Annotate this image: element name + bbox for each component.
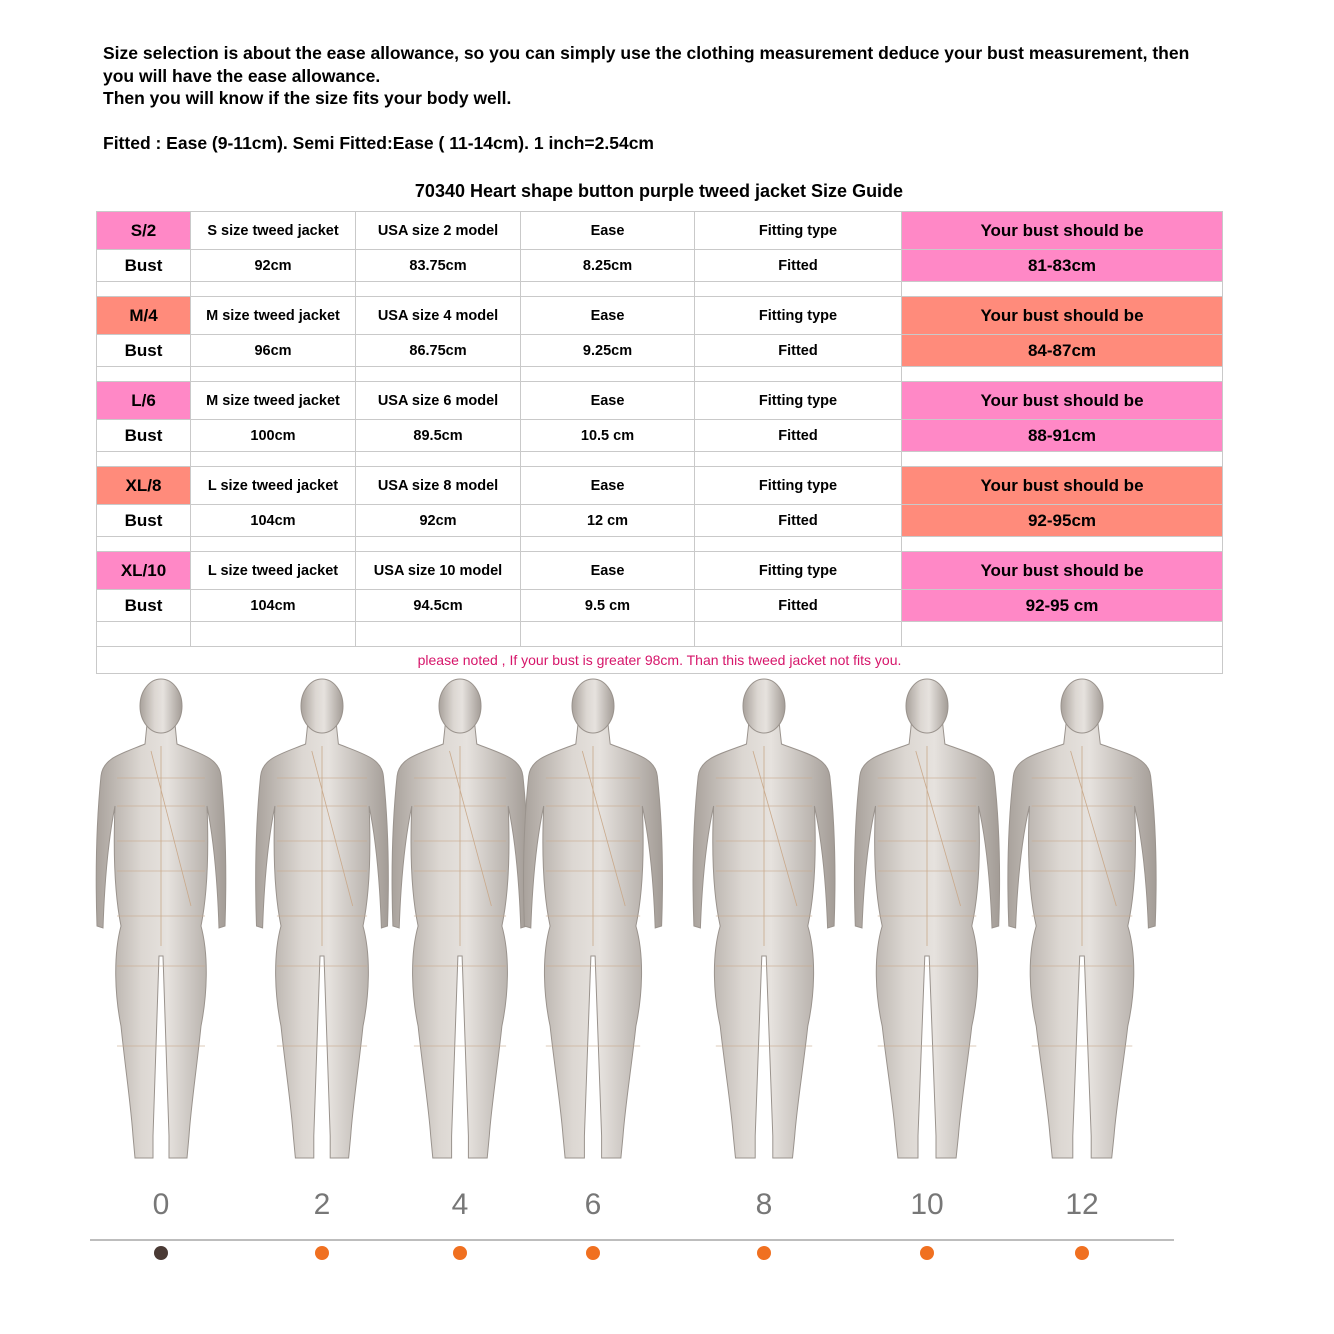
bust-range-value: 84-87cm [902, 335, 1223, 367]
ease-value: 9.5 cm [521, 590, 695, 622]
size-header-row [97, 297, 1223, 335]
fit-warning-note: please noted , If your bust is greater 98cm. Than this tweed jacket not fits you. [97, 647, 1223, 674]
size-guide-title: 70340 Heart shape button purple tweed jacket Size Guide [414, 181, 904, 201]
jacket-bust-value: 104cm [191, 590, 356, 622]
spacer-row [97, 537, 1223, 552]
fitting-type-label: Fitting type [695, 212, 902, 250]
fitting-type-value: Fitted [695, 505, 902, 537]
spacer-cell [695, 282, 902, 297]
spacer-cell [97, 537, 191, 552]
spacer-cell [191, 537, 356, 552]
size-value-row [97, 505, 1223, 537]
size-dot[interactable] [1075, 1246, 1089, 1260]
model-size-label: USA size 10 model [356, 552, 521, 590]
spacer-cell [356, 452, 521, 467]
size-number-label: 6 [584, 1188, 602, 1221]
size-label: XL/8 [97, 467, 191, 505]
bust-range-value: 88-91cm [902, 420, 1223, 452]
spacer-cell [902, 452, 1223, 467]
jacket-size-label: L size tweed jacket [191, 467, 356, 505]
size-number-label: 2 [313, 1188, 331, 1221]
spacer-cell [356, 537, 521, 552]
body-figure [854, 679, 999, 1260]
bust-label: Bust [97, 335, 191, 367]
jacket-size-label: M size tweed jacket [191, 382, 356, 420]
spacer-cell [902, 622, 1223, 647]
fitting-type-value: Fitted [695, 420, 902, 452]
size-number-label: 12 [1065, 1188, 1099, 1221]
model-bust-value: 86.75cm [356, 335, 521, 367]
bust-range-value: 92-95 cm [902, 590, 1223, 622]
spacer-cell [902, 282, 1223, 297]
spacer-cell [695, 622, 902, 647]
bust-label: Bust [97, 505, 191, 537]
bust-range-value: 81-83cm [902, 250, 1223, 282]
ease-value: 10.5 cm [521, 420, 695, 452]
spacer-cell [695, 537, 902, 552]
bust-label: Bust [97, 420, 191, 452]
fitting-type-label: Fitting type [695, 552, 902, 590]
model-bust-value: 92cm [356, 505, 521, 537]
intro-line-3: Fitted : Ease (9-11cm). Semi Fitted:Ease ( 11-14cm). 1 inch=2.54cm [103, 133, 654, 153]
spacer-cell [97, 282, 191, 297]
model-size-label: USA size 4 model [356, 297, 521, 335]
spacer-row [97, 622, 1223, 647]
spacer-cell [695, 452, 902, 467]
body-figure [693, 679, 835, 1260]
bust-label: Bust [97, 590, 191, 622]
size-label: S/2 [97, 212, 191, 250]
spacer-cell [356, 367, 521, 382]
spacer-cell [521, 452, 695, 467]
spacer-cell [695, 367, 902, 382]
ease-label: Ease [521, 467, 695, 505]
size-label: M/4 [97, 297, 191, 335]
bust-label: Bust [97, 250, 191, 282]
ease-label: Ease [521, 382, 695, 420]
model-size-label: USA size 8 model [356, 467, 521, 505]
size-label: XL/10 [97, 552, 191, 590]
size-value-row [97, 420, 1223, 452]
ease-value: 8.25cm [521, 250, 695, 282]
size-header-row [97, 552, 1223, 590]
bust-should-be-label: Your bust should be [902, 297, 1223, 335]
spacer-cell [97, 452, 191, 467]
size-value-row [97, 335, 1223, 367]
size-dot[interactable] [453, 1246, 467, 1260]
body-figure [392, 679, 528, 1260]
intro-line-1: Size selection is about the ease allowance, so you can simply use the clothing measurement deduce your bust measurement, then you will have the ease allowance. [103, 43, 1190, 86]
body-figure [96, 679, 226, 1260]
ease-label: Ease [521, 212, 695, 250]
body-figure [1008, 679, 1156, 1260]
size-value-row [97, 590, 1223, 622]
ease-value: 9.25cm [521, 335, 695, 367]
ease-value: 12 cm [521, 505, 695, 537]
fitting-type-label: Fitting type [695, 382, 902, 420]
spacer-cell [521, 537, 695, 552]
spacer-cell [97, 367, 191, 382]
model-bust-value: 83.75cm [356, 250, 521, 282]
size-label: L/6 [97, 382, 191, 420]
size-dot[interactable] [586, 1246, 600, 1260]
spacer-cell [356, 622, 521, 647]
intro-line-2: Then you will know if the size fits your body well. [103, 88, 512, 108]
spacer-cell [902, 537, 1223, 552]
bust-should-be-label: Your bust should be [902, 212, 1223, 250]
model-size-label: USA size 2 model [356, 212, 521, 250]
body-figure [256, 679, 389, 1260]
jacket-size-label: M size tweed jacket [191, 297, 356, 335]
bust-should-be-label: Your bust should be [902, 467, 1223, 505]
size-guide-table [96, 211, 1223, 674]
spacer-cell [521, 282, 695, 297]
spacer-cell [521, 622, 695, 647]
spacer-cell [902, 367, 1223, 382]
bust-should-be-label: Your bust should be [902, 552, 1223, 590]
jacket-bust-value: 100cm [191, 420, 356, 452]
body-figure [524, 679, 663, 1260]
size-value-row [97, 250, 1223, 282]
size-header-row [97, 467, 1223, 505]
spacer-row [97, 367, 1223, 382]
model-size-label: USA size 6 model [356, 382, 521, 420]
size-number-label: 10 [910, 1188, 944, 1221]
spacer-cell [191, 452, 356, 467]
jacket-size-label: L size tweed jacket [191, 552, 356, 590]
spacer-cell [356, 282, 521, 297]
bust-should-be-label: Your bust should be [902, 382, 1223, 420]
fitting-type-value: Fitted [695, 250, 902, 282]
size-dot[interactable] [920, 1246, 934, 1260]
size-number-label: 0 [152, 1188, 170, 1221]
selected-size-dot[interactable] [154, 1246, 168, 1260]
size-number-label: 8 [755, 1188, 773, 1221]
ease-label: Ease [521, 297, 695, 335]
spacer-row [97, 282, 1223, 297]
spacer-cell [97, 622, 191, 647]
size-dot[interactable] [757, 1246, 771, 1260]
size-header-row [97, 212, 1223, 250]
size-number-label: 4 [451, 1188, 469, 1221]
spacer-cell [191, 282, 356, 297]
bust-range-value: 92-95cm [902, 505, 1223, 537]
intro-text [103, 42, 1203, 155]
size-header-row [97, 382, 1223, 420]
spacer-cell [191, 367, 356, 382]
jacket-bust-value: 104cm [191, 505, 356, 537]
model-bust-value: 94.5cm [356, 590, 521, 622]
size-dot[interactable] [315, 1246, 329, 1260]
fitting-type-value: Fitted [695, 590, 902, 622]
jacket-bust-value: 92cm [191, 250, 356, 282]
model-bust-value: 89.5cm [356, 420, 521, 452]
ease-label: Ease [521, 552, 695, 590]
fitting-type-label: Fitting type [695, 467, 902, 505]
jacket-size-label: S size tweed jacket [191, 212, 356, 250]
jacket-bust-value: 96cm [191, 335, 356, 367]
spacer-cell [521, 367, 695, 382]
spacer-row [97, 452, 1223, 467]
fitting-type-label: Fitting type [695, 297, 902, 335]
fitting-type-value: Fitted [695, 335, 902, 367]
spacer-cell [191, 622, 356, 647]
body-size-figures [90, 666, 1174, 1286]
